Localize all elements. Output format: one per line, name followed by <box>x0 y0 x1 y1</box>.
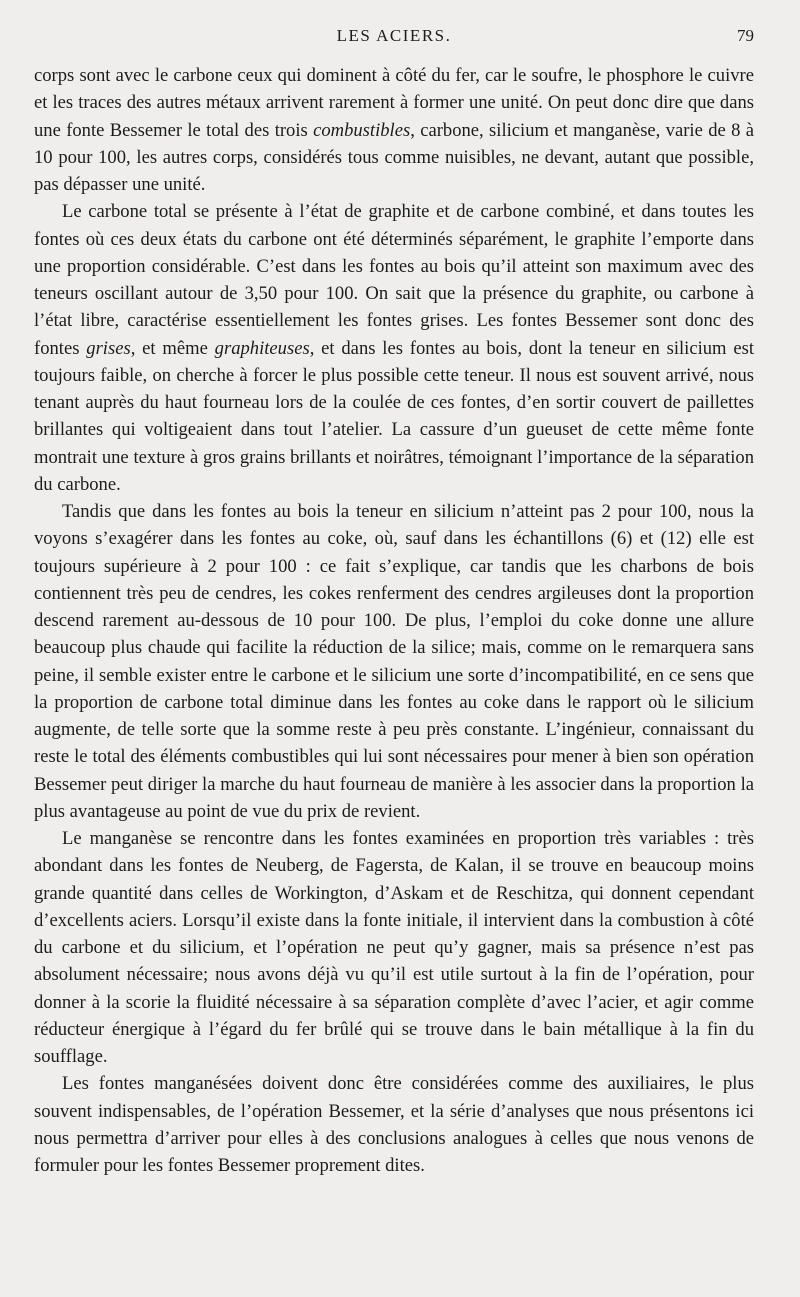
paragraph-text: corps sont avec le carbone ceux qui dominent à côté du fer, car le soufre, le phosphore le cuivre et les traces des autres métaux arrivent rarement à former une unité. On peut donc dire que dans une fonte Bessemer le total des trois <box>34 65 754 141</box>
running-head <box>34 0 754 62</box>
body-text <box>34 62 754 1179</box>
italic-term: grises <box>86 337 131 359</box>
paragraph-3 <box>34 498 754 825</box>
paragraph-text: , et même <box>130 337 215 359</box>
paragraph-2 <box>34 198 754 498</box>
paragraph-text: , et dans les fontes au bois, dont la teneur en silicium est toujours faible, on cherche à forcer le plus possible cette teneur. Il nous est souvent arrivé, nous tenant auprès du haut fourneau lors de la coulée de ces fontes, d’en sortir couvert de paillettes brillantes qui voltigeaient dans tout l’atelier. La cassure d’un gueuset de cette même fonte montrait une texture à gros grains brillants et noirâtres, témoignant l’importance de la séparation du carbone. <box>34 337 754 495</box>
paragraph-1 <box>34 62 754 198</box>
paragraph-text: , carbone, silicium et manganèse, varie de 8 à 10 pour 100, les autres corps, considérés tous comme nuisibles, ne devant, autant que possible, pas dépasser une unité. <box>34 119 754 195</box>
paragraph-5 <box>34 1070 754 1179</box>
running-title: LES ACIERS. <box>336 26 452 45</box>
paragraph-text: Les fontes manganésées doivent donc être considérées comme des auxiliaires, le plus souvent indispensables, de l’opération Bessemer, et la série d’analyses que nous présentons ici nous permettra d’arriver pour elles à des conclusions analogues à celles que nous venons de formuler pour les fontes Bessemer proprement dites. <box>34 1073 754 1176</box>
paragraph-text: Le carbone total se présente à l’état de graphite et de carbone combiné, et dans toutes les fontes où ces deux états du carbone ont été déterminés séparément, le graphite l’emporte dans une proportion considérable. C’est dans les fontes au bois qu’il atteint son maximum avec des teneurs oscillant autour de 3,50 pour 100. On sait que la présence du graphite, ou carbone à l’état libre, caractérise essentiellement les fontes grises. Les fontes Bessemer sont donc des fontes <box>34 201 754 359</box>
page-number: 79 <box>737 26 754 45</box>
paragraph-text: Le manganèse se rencontre dans les fontes examinées en proportion très variables : très abondant dans les fontes de Neuberg, de Fagersta, de Kalan, il se trouve en beaucoup moins grande quantité dans celles de Workington, d’Askam et de Reschitza, qui donnent cependant d’excellents aciers. Lorsqu’il existe dans la fonte initiale, il intervient dans la combustion à côté du carbone et du silicium, et l’opération ne peut qu’y gagner, mais sa présence n’est pas absolument nécessaire; nous avons déjà vu qu’il est utile surtout à la fin de l’opération, pour donner à la scorie la fluidité nécessaire à sa séparation complète d’avec l’acier, et agir comme réducteur énergique à l’égard du fer brûlé qui se trouve dans le bain métallique à la fin du soufflage. <box>34 828 754 1067</box>
paragraph-4 <box>34 825 754 1070</box>
italic-term: graphiteuses <box>214 337 310 359</box>
paragraph-text: Tandis que dans les fontes au bois la teneur en silicium n’atteint pas 2 pour 100, nous la voyons s’exagérer dans les fontes au coke, où, sauf dans les échantillons (6) et (12) elle est toujours supérieure à 2 pour 100 : ce fait s’explique, car tandis que les charbons de bois contiennent très peu de cendres, les cokes renferment des cendres argileuses dont la proportion descend rarement au-dessous de 10 pour 100. De plus, l’emploi du coke donne une allure beaucoup plus chaude qui facilite la réduction de la silice; mais, comme on le remarquera sans peine, il semble exister entre le carbone et le silicium une sorte d’incompatibilité, en ce sens que la proportion de carbone total diminue dans les fontes au coke dans le rapport où le silicium augmente, de telle sorte que la somme reste à peu près constante. L’ingénieur, connaissant du reste le total des éléments combustibles qui lui sont nécessaires pour mener à bien son opération Bessemer peut diriger la marche du haut fourneau de manière à les associer dans la proportion la plus avantageuse au point de vue du prix de revient. <box>34 501 754 822</box>
italic-term: combustibles <box>313 119 411 141</box>
